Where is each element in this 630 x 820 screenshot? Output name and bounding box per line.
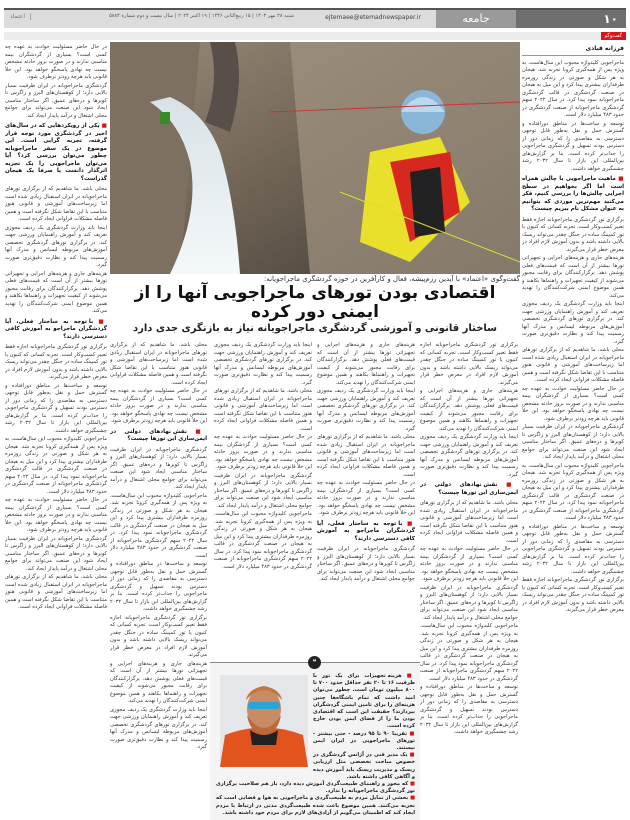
paragraph: هزینه‌های جاری و هزینه‌های اجرایی و تجهیزاتی تورها بیشتر از آن است که قیمت‌های فعلی پوشش دهد. برگزارکنندگان برای رقابت مجبور می‌شوند از کیفیت تجهیزات و راهنماها بکاهند و همین موضوع ایمنی شرکت‌کنندگان را تهدید می‌کند.	[420, 388, 518, 432]
paragraph: محلی باشد. ما شاهدیم که از برگزاری تورهای ماجراجویانه در ایران استقبال زیادی شده است اما زیرساخت‌های آموزشی و قانونی هنوز متناسب با این تقاضا شکل نگرفته است و همین فاصله مشکلات فراوانی ایجاد کرده است.	[214, 388, 312, 432]
paragraph: اینجا باید وزارت گردشگری یک ردیف مجوزی تعریف کند و آموزش راهنمایان ورزشی جهت کند. در برگزاری تورهای گردشگری تخصصی آموزش‌های مربوطه لیسانس و مدرک آنها رسمیت پیدا کند و نظارت دقیق‌تری صورت گیرد.	[522, 301, 624, 345]
quote-icon: ❝	[308, 656, 321, 669]
paragraph: ■ که مجوز و راهنمای طبیعت‌گردی آموزش دیده دارد، باز هم صلاحیت برگزاری تور گردشگری ماجراجویانه را ندارد.	[216, 781, 415, 795]
column-right	[522, 45, 624, 820]
paragraph: گردشگری ماجراجویانه در ایران ظرفیت بسیار بالایی دارد؛ از کوهستان‌های البرز و زاگرس تا کویرها و دره‌های عمیق. اگر ساختار مناسبی ایجاد شود این صنعت می‌تواند برای جوامع محلی اشتغال و درآمد پایدار ایجاد کند.	[317, 546, 415, 582]
paragraph: در حال حاضر مسئولیت حوادث به عهده چه کسی است؟ بسیاری از گردشگران بیمه مناسبی ندارند و در صورت بروز حادثه مشخص نیست چه نهادی پاسخگو خواهد بود. این خلأ قانونی باید هرچه زودتر برطرف شود.	[5, 497, 107, 533]
paragraph: اینجا باید وزارت گردشگری یک ردیف مجوزی تعریف کند و آموزش راهنمایان ورزشی جهت کند. در برگزاری تورهای گردشگری تخصصی آموزش‌های مربوطه لیسانس و مدرک آنها رسمیت پیدا کند و نظارت دقیق‌تری صورت گیرد.	[420, 434, 518, 478]
paragraph: برگزاری تور گردشگری ماجراجویانه اجازه فقط تعبیر کسب‌وکار است. تجربه کسانی که کنیون یا تور کمپینگ ساده در جنگل چقدر می‌تواند ریسک بالایی داشته باشد و بدون آموزش لازم افراد در معرض خطر قرار می‌گیرند.	[522, 577, 624, 613]
paragraph: اینجا باید وزارت گردشگری یک ردیف مجوزی تعریف کند و آموزش راهنمایان ورزشی جهت کند. در برگزاری تورهای گردشگری تخصصی آموزش‌های مربوطه لیسانس و مدرک آنها رسمیت پیدا کند و نظارت دقیق‌تری صورت گیرد.	[110, 706, 207, 750]
interview-question: ■ ماهیت ماجراجویی با چالش همراه است اما اگر بخواهیم در سطح اجرایی چالش‌ها را بررسی کنیم، فکر می‌کنید مهم‌ترین موردی که بتوانیم به عنوان مشکل نام ببریم چیست؟	[522, 176, 624, 214]
paragraph: در حال حاضر مسئولیت حوادث به عهده چه کسی است؟ بسیاری از گردشگران بیمه مناسبی ندارند و در صورت بروز حادثه مشخص نیست چه نهادی پاسخگو خواهد بود. این خلأ قانونی باید هرچه زودتر برطرف شود.	[317, 480, 415, 516]
interviewee-portrait	[220, 675, 308, 767]
paragraph: ماجراجویی کلیدواژه محبوب این سال‌هاست، به ویژه پس از همه‌گیری کرونا تجربه شد. هیجان به هر شکل و صورتی در زندگی روزمره طرفداران بیشتری پیدا کرد و این میل به هیجان در صنعت گردشگری در قالب گردشگری ماجراجویانه نمود پیدا کرد. در سال ۲۰۲۲ سهم گردشگری ماجراجویانه از صنعت گردشگری در حدود ۴۸۳ میلیارد دلار است.	[522, 462, 624, 521]
paragraph: اینجا باید وزارت گردشگری یک ردیف مجوزی تعریف کند و آموزش راهنمایان ورزشی جهت کند. در برگزاری تورهای گردشگری تخصصی آموزش‌های مربوطه لیسانس و مدرک آنها رسمیت پیدا کند و نظارت دقیق‌تری صورت گیرد.	[317, 388, 415, 432]
paragraph: در حال حاضر مسئولیت حوادث به عهده چه کسی است؟ بسیاری از گردشگران بیمه مناسبی ندارند و در صورت بروز حادثه مشخص نیست چه نهادی پاسخگو خواهد بود. این خلأ قانونی باید هرچه زودتر برطرف شود.	[110, 388, 207, 424]
paragraph: ■ یک مدیر فنی در آژانس گردشگری در خصوص مباحث تخصصی مثل ارزیابی ریسک و مدیریت ریسک باید آموزش دیده و آگاهی کافی داشته باشد.	[216, 752, 415, 781]
interview-question: ■ نقش نهادهای دولتی در ایمن‌سازی این تورها چیست؟	[110, 429, 207, 444]
interview-question: ■ با توجه به ساختار فعلی، آیا گردشگران ماجراجو به آموزش کافی دسترسی دارند؟	[317, 521, 415, 544]
paragraph: ماجراجویی کلیدواژه محبوب این سال‌هاست، به ویژه پس از همه‌گیری کرونا تجربه شد. هیجان به هر شکل و صورتی در زندگی روزمره طرفداران بیشتری پیدا کرد و این میل به هیجان در صنعت گردشگری در قالب گردشگری ماجراجویانه نمود پیدا کرد. در سال ۲۰۲۲ سهم گردشگری ماجراجویانه از صنعت گردشگری در حدود ۴۸۳ میلیارد دلار است.	[5, 436, 107, 495]
article-subhead: ساختار قانونی و آموزشی گردشگری ماجراجویانه نیاز به بازنگری جدی دارد	[132, 323, 497, 334]
column-4	[110, 342, 207, 820]
paragraph: ماجراجویی کلیدواژه محبوب این سال‌هاست، به ویژه پس از همه‌گیری کرونا تجربه شد. هیجان به هر شکل و صورتی در زندگی روزمره طرفداران بیشتری پیدا کرد و این میل به هیجان در صنعت گردشگری در قالب گردشگری ماجراجویانه نمود پیدا کرد. در سال ۲۰۲۲ سهم گردشگری ماجراجویانه از صنعت گردشگری در حدود ۴۸۳ میلیارد دلار است.	[110, 492, 207, 559]
paragraph: محلی باشد. ما شاهدیم که از برگزاری تورهای ماجراجویانه در ایران استقبال زیادی شده است اما زیرساخت‌های آموزشی و قانونی هنوز متناسب با این تقاضا شکل نگرفته است و همین فاصله مشکلات فراوانی ایجاد کرده است.	[522, 347, 624, 383]
paragraph: هزینه‌های جاری و هزینه‌های اجرایی و تجهیزاتی تورها بیشتر از آن است که قیمت‌های فعلی پوشش دهد. برگزارکنندگان برای رقابت مجبور می‌شوند از کیفیت تجهیزات و راهنماها بکاهند و همین موضوع ایمنی شرکت‌کنندگان را تهدید می‌کند.	[317, 342, 415, 386]
article-title-block	[110, 275, 520, 339]
interview-tag: گفت‌وگو	[601, 32, 626, 40]
paragraph: توسعه و ساخت‌ها در مناطق دورافتاده و گسترش حمل و نقل به‌طور قابل توجهی دسترسی به مقاصدی را که زمانی دور از دسترس بودند تسهیل و گردشگری ماجراجویی را جذاب‌تر کرده است. بنا بر گزارش‌های بین‌المللی این بازار تا سال ۲۰۳۲ رشد چشمگیری خواهد داشت.	[110, 561, 207, 612]
column-3	[214, 342, 312, 658]
paragraph: برگزاری تور گردشگری ماجراجویانه اجازه فقط تعبیر کسب‌وکار است. تجربه کسانی که کنیون یا تور کمپینگ ساده در جنگل چقدر می‌تواند ریسک بالایی داشته باشد و بدون آموزش لازم افراد در معرض خطر قرار می‌گیرند.	[420, 342, 518, 386]
paragraph: گردشگری ماجراجویانه در ایران ظرفیت بسیار بالایی دارد؛ از کوهستان‌های البرز و زاگرس تا کویرها و دره‌های عمیق. اگر ساختار مناسبی ایجاد شود این صنعت می‌تواند برای جوامع محلی اشتغال و درآمد پایدار ایجاد کند.	[522, 424, 624, 460]
paragraph: گردشگری ماجراجویانه در ایران ظرفیت بسیار بالایی دارد؛ از کوهستان‌های البرز و زاگرس تا کویرها و دره‌های عمیق. اگر ساختار مناسبی ایجاد شود این صنعت می‌تواند برای جوامع محلی اشتغال و درآمد پایدار ایجاد کند.	[5, 535, 107, 572]
paragraph: ■ بخشی از تمایل مردم به طبیعت‌گردی و ماجراجویی به هوا و فضایی است که تجربه می‌کنند. همین موضوع باعث شده طبیعت‌گردی مدتی در ارتباط با مردم ایجاد کند که اطمینان می‌گویم از آزادی‌های لازم برای مردم خود داشته باشد.	[216, 795, 415, 817]
paragraph: در حال حاضر مسئولیت حوادث به عهده چه کسی است؟ بسیاری از گردشگران بیمه مناسبی ندارند و در صورت بروز حادثه مشخص نیست چه نهادی پاسخگو خواهد بود. این خلأ قانونی باید هرچه زودتر برطرف شود.	[522, 385, 624, 422]
author-name: فرزانه قبادی	[522, 45, 624, 56]
paragraph: ماجراجویی کلیدواژه محبوب این سال‌هاست، به ویژه پس از همه‌گیری کرونا تجربه شد. هیجان به هر شکل و صورتی در زندگی روزمره طرفداران بیشتری پیدا کرد و این میل به هیجان در صنعت گردشگری در قالب گردشگری ماجراجویانه نمود پیدا کرد. در سال ۲۰۲۲ سهم گردشگری ماجراجویانه از صنعت گردشگری در حدود ۴۸۳ میلیارد دلار است.	[214, 511, 312, 570]
paragraph: توسعه و ساخت‌ها در مناطق دورافتاده و گسترش حمل و نقل به‌طور قابل توجهی دسترسی به مقاصدی را که زمانی دور از دسترس بودند تسهیل و گردشگری ماجراجویی را جذاب‌تر کرده است. بنا بر گزارش‌های بین‌المللی این بازار تا سال ۲۰۳۲ رشد چشمگیری خواهد داشت.	[522, 120, 624, 172]
paragraph: اینجا باید وزارت گردشگری یک ردیف مجوزی تعریف کند و آموزش راهنمایان ورزشی جهت کند. در برگزاری تورهای گردشگری تخصصی آموزش‌های مربوطه لیسانس و مدرک آنها رسمیت پیدا کند و نظارت دقیق‌تری صورت گیرد.	[214, 342, 312, 386]
page-number: ۱۰	[516, 10, 626, 28]
column-left	[5, 44, 107, 820]
interview-question: ■ یکی از رویکردهایی که در سال‌های اخیر در گردشگری مورد توجه قرار گرفته، تجربه گرایی است. این موضوع در یک سفر ماجراجویانه چطور می‌توان بررسی کرد؟ آیا می‌توان ماجراجویی را یک تجربه اثرگذار دانست یا صرفا یک هیجان گذراست؟	[5, 123, 107, 183]
paragraph: گردشگری ماجراجویانه در ایران ظرفیت بسیار بالایی دارد؛ از کوهستان‌های البرز و زاگرس تا کویرها و دره‌های عمیق. اگر ساختار مناسبی ایجاد شود این صنعت می‌تواند برای جوامع محلی اشتغال و درآمد پایدار ایجاد کند.	[110, 446, 207, 490]
paragraph: توسعه و ساخت‌ها در مناطق دورافتاده و گسترش حمل و نقل به‌طور قابل توجهی دسترسی به مقاصدی را که زمانی دور از دسترس بودند تسهیل و گردشگری ماجراجویی را جذاب‌تر کرده است. بنا بر گزارش‌های بین‌المللی این بازار تا سال ۲۰۳۲ رشد چشمگیری خواهد داشت.	[522, 523, 624, 575]
interview-question: ■ نقش نهادهای دولتی در ایمن‌سازی این تورها چیست؟	[420, 482, 518, 497]
section-strip	[4, 32, 626, 40]
paragraph: در حال حاضر مسئولیت حوادث به عهده چه کسی است؟ بسیاری از گردشگران بیمه مناسبی ندارند و در صورت بروز حادثه مشخص نیست چه نهادی پاسخگو خواهد بود. این خلأ قانونی باید هرچه زودتر برطرف شود.	[5, 44, 107, 80]
paragraph: در حال حاضر مسئولیت حوادث به عهده چه کسی است؟ بسیاری از گردشگران بیمه مناسبی ندارند و در صورت بروز حادثه مشخص نیست چه نهادی پاسخگو خواهد بود. این خلأ قانونی باید هرچه زودتر برطرف شود.	[420, 546, 518, 582]
paragraph: برگزاری تور گردشگری ماجراجویانه اجازه فقط تعبیر کسب‌وکار است. تجربه کسانی که کنیون یا تور کمپینگ ساده در جنگل چقدر می‌تواند ریسک بالایی داشته باشد و بدون آموزش لازم افراد در معرض خطر قرار می‌گیرند.	[5, 344, 107, 380]
paragraph: هزینه‌های جاری و هزینه‌های اجرایی و تجهیزاتی تورها بیشتر از آن است که قیمت‌های فعلی پوشش دهد. برگزارکنندگان برای رقابت مجبور می‌شوند از کیفیت تجهیزات و راهنماها بکاهند و همین موضوع ایمنی شرکت‌کنندگان را تهدید می‌کند.	[522, 255, 624, 299]
paragraph: ماجراجویی کلیدواژه محبوب این سال‌هاست، به ویژه پس از همه‌گیری کرونا تجربه شد. هیجان به هر شکل و صورتی در زندگی روزمره طرفداران بیشتری پیدا کرد و این میل به هیجان در صنعت گردشگری در قالب گردشگری ماجراجویانه نمود پیدا کرد. در سال ۲۰۲۲ سهم گردشگری ماجراجویانه از صنعت گردشگری در حدود ۴۸۳ میلیارد دلار است.	[420, 623, 518, 682]
article-kicker: گفت‌وگوی «اعتماد» با آیدین رزم‌پیشه، فعال و کارآفرین در حوزه گردشگری ماجراجویانه:	[263, 275, 520, 283]
paragraph: گردشگری ماجراجویانه در ایران ظرفیت بسیار بالایی دارد؛ از کوهستان‌های البرز و زاگرس تا کویرها و دره‌های عمیق. اگر ساختار مناسبی ایجاد شود این صنعت می‌تواند برای جوامع محلی اشتغال و درآمد پایدار ایجاد کند.	[214, 472, 312, 509]
paragraph: برگزاری تور گردشگری ماجراجویانه اجازه فقط تعبیر کسب‌وکار است. تجربه کسانی که کنیون یا تور کمپینگ ساده در جنگل چقدر می‌تواند ریسک بالایی داشته باشد و بدون آموزش لازم افراد در معرض خطر قرار می‌گیرند.	[522, 216, 624, 253]
quote-box	[210, 658, 420, 820]
paragraph: ماجراجویی کلیدواژه محبوب این سال‌هاست، به ویژه پس از همه‌گیری کرونا تجربه شد. هیجان به هر شکل و صورتی در زندگی روزمره طرفداران بیشتری پیدا کرد و این میل به هیجان در صنعت گردشگری در قالب گردشگری ماجراجویانه نمود پیدا کرد. در سال ۲۰۲۲ سهم گردشگری ماجراجویانه از صنعت گردشگری در حدود ۴۸۳ میلیارد دلار است.	[522, 59, 624, 118]
paragraph: اینجا باید وزارت گردشگری یک ردیف مجوزی تعریف کند و آموزش راهنمایان ورزشی جهت کند. در برگزاری تورهای گردشگری تخصصی آموزش‌های مربوطه لیسانس و مدرک آنها رسمیت پیدا کند و نظارت دقیق‌تری صورت گیرد.	[5, 224, 107, 268]
paragraph: توسعه و ساخت‌ها در مناطق دورافتاده و گسترش حمل و نقل به‌طور قابل توجهی دسترسی به مقاصدی را که زمانی دور از دسترس بودند تسهیل و گردشگری ماجراجویی را جذاب‌تر کرده است. بنا بر گزارش‌های بین‌المللی این بازار تا سال ۲۰۳۲ رشد چشمگیری خواهد داشت.	[5, 382, 107, 434]
date-line: شنبه ۲۸ مهر ۱۴۰۳ | ۱۵ ربیع‌الثانی ۱۴۴۶ | ۱۹ اکتبر ۲۰۲۴ | سال بیست و دوم شماره ۵۸۸۴	[109, 13, 294, 19]
column-2	[317, 342, 415, 658]
section-email: ejtemaee@etemadnewspaper.ir	[325, 14, 421, 21]
page-header	[4, 8, 626, 28]
paragraph: برگزاری تور گردشگری ماجراجویانه اجازه فقط تعبیر کسب‌وکار است. تجربه کسانی که کنیون یا تور کمپینگ ساده در جنگل چقدر می‌تواند ریسک بالایی داشته باشد و بدون آموزش لازم افراد در معرض خطر قرار می‌گیرند.	[110, 614, 207, 658]
paragraph: هزینه‌های جاری و هزینه‌های اجرایی و تجهیزاتی تورها بیشتر از آن است که قیمت‌های فعلی پوشش دهد. برگزارکنندگان برای رقابت مجبور می‌شوند از کیفیت تجهیزات و راهنماها بکاهند و همین موضوع ایمنی شرکت‌کنندگان را تهدید می‌کند.	[110, 660, 207, 704]
paragraph: ■ تقریبا ۹۰ تا ۹۵ درصد - حتی بیشتر - تورهای ماجراجویی در ایران ایمن نیستند.	[216, 731, 415, 753]
newspaper-logo: اعتماد	[10, 13, 31, 20]
paragraph: در حال حاضر مسئولیت حوادث به عهده چه کسی است؟ بسیاری از گردشگران بیمه مناسبی ندارند و در صورت بروز حادثه مشخص نیست چه نهادی پاسخگو خواهد بود. این خلأ قانونی باید هرچه زودتر برطرف شود.	[214, 434, 312, 470]
paragraph: گردشگری ماجراجویانه در ایران ظرفیت بسیار بالایی دارد؛ از کوهستان‌های البرز و زاگرس تا کویرها و دره‌های عمیق. اگر ساختار مناسبی ایجاد شود این صنعت می‌تواند برای جوامع محلی اشتغال و درآمد پایدار ایجاد کند.	[420, 584, 518, 621]
column-1	[420, 342, 518, 820]
paragraph: محلی باشد. ما شاهدیم که از برگزاری تورهای ماجراجویانه در ایران استقبال زیادی شده است اما زیرساخت‌های آموزشی و قانونی هنوز متناسب با این تقاضا شکل نگرفته است و همین فاصله مشکلات فراوانی ایجاد کرده است.	[317, 434, 415, 478]
paragraph: توسعه و ساخت‌ها در مناطق دورافتاده و گسترش حمل و نقل به‌طور قابل توجهی دسترسی به مقاصدی را که زمانی دور از دسترس بودند تسهیل و گردشگری ماجراجویی را جذاب‌تر کرده است. بنا بر گزارش‌های بین‌المللی این بازار تا سال ۲۰۳۲ رشد چشمگیری خواهد داشت.	[420, 684, 518, 735]
canyoning-photo	[110, 42, 520, 274]
paragraph: محلی باشد. ما شاهدیم که از برگزاری تورهای ماجراجویانه در ایران استقبال زیادی شده است اما زیرساخت‌های آموزشی و قانونی هنوز متناسب با این تقاضا شکل نگرفته است و همین فاصله مشکلات فراوانی ایجاد کرده است.	[420, 500, 518, 544]
paragraph: هزینه‌های جاری و هزینه‌های اجرایی و تجهیزاتی تورها بیشتر از آن است که قیمت‌های فعلی پوشش دهد. برگزارکنندگان برای رقابت مجبور می‌شوند از کیفیت تجهیزات و راهنماها بکاهند و همین موضوع ایمنی شرکت‌کنندگان را تهدید می‌کند.	[5, 270, 107, 314]
paragraph: گردشگری ماجراجویانه در ایران ظرفیت بسیار بالایی دارد؛ از کوهستان‌های البرز و زاگرس تا کویرها و دره‌های عمیق. اگر ساختار مناسبی ایجاد شود این صنعت می‌تواند برای جوامع محلی اشتغال و درآمد پایدار ایجاد کند.	[5, 82, 107, 119]
section-name: جامعه	[436, 10, 516, 28]
article-headline: اقتصادی بودن تورهای ماجراجویی آنها را از ایمنی دور کرده	[134, 283, 496, 322]
paragraph: محلی باشد. ما شاهدیم که از برگزاری تورهای ماجراجویانه در ایران استقبال زیادی شده است اما زیرساخت‌های آموزشی و قانونی هنوز متناسب با این تقاضا شکل نگرفته است و همین فاصله مشکلات فراوانی ایجاد کرده است.	[5, 574, 107, 610]
paragraph: محلی باشد. ما شاهدیم که از برگزاری تورهای ماجراجویانه در ایران استقبال زیادی شده است اما زیرساخت‌های آموزشی و قانونی هنوز متناسب با این تقاضا شکل نگرفته است و همین فاصله مشکلات فراوانی ایجاد کرده است.	[110, 342, 207, 386]
paragraph: محلی باشد. ما شاهدیم که از برگزاری تورهای ماجراجویانه در ایران استقبال زیادی شده است اما زیرساخت‌های آموزشی و قانونی هنوز متناسب با این تقاضا شکل نگرفته است و همین فاصله مشکلات فراوانی ایجاد کرده است.	[5, 186, 107, 222]
paragraph: ■ هزینه تجهیزات برای یک تور با ظرفیت ۱۶ تا ۲۰ نفر حداقل حدود ۷۰۰ تا ۸۰۰ میلیون تومان است. چطور می‌توان امید داشت که تمام باشگاه‌ها چنین هزینه‌ای را برای تامین ایمنی گردشگران بپردازند؟ حقیقت این است که اقتصادی بودن ما را از فضای ایمن بودن خارج کرده است.	[216, 673, 415, 731]
interview-question: ■ با توجه به ساختار فعلی، آیا گردشگران ماجراجو به آموزش کافی دسترسی دارند؟	[5, 319, 107, 342]
quote-list	[216, 673, 415, 817]
